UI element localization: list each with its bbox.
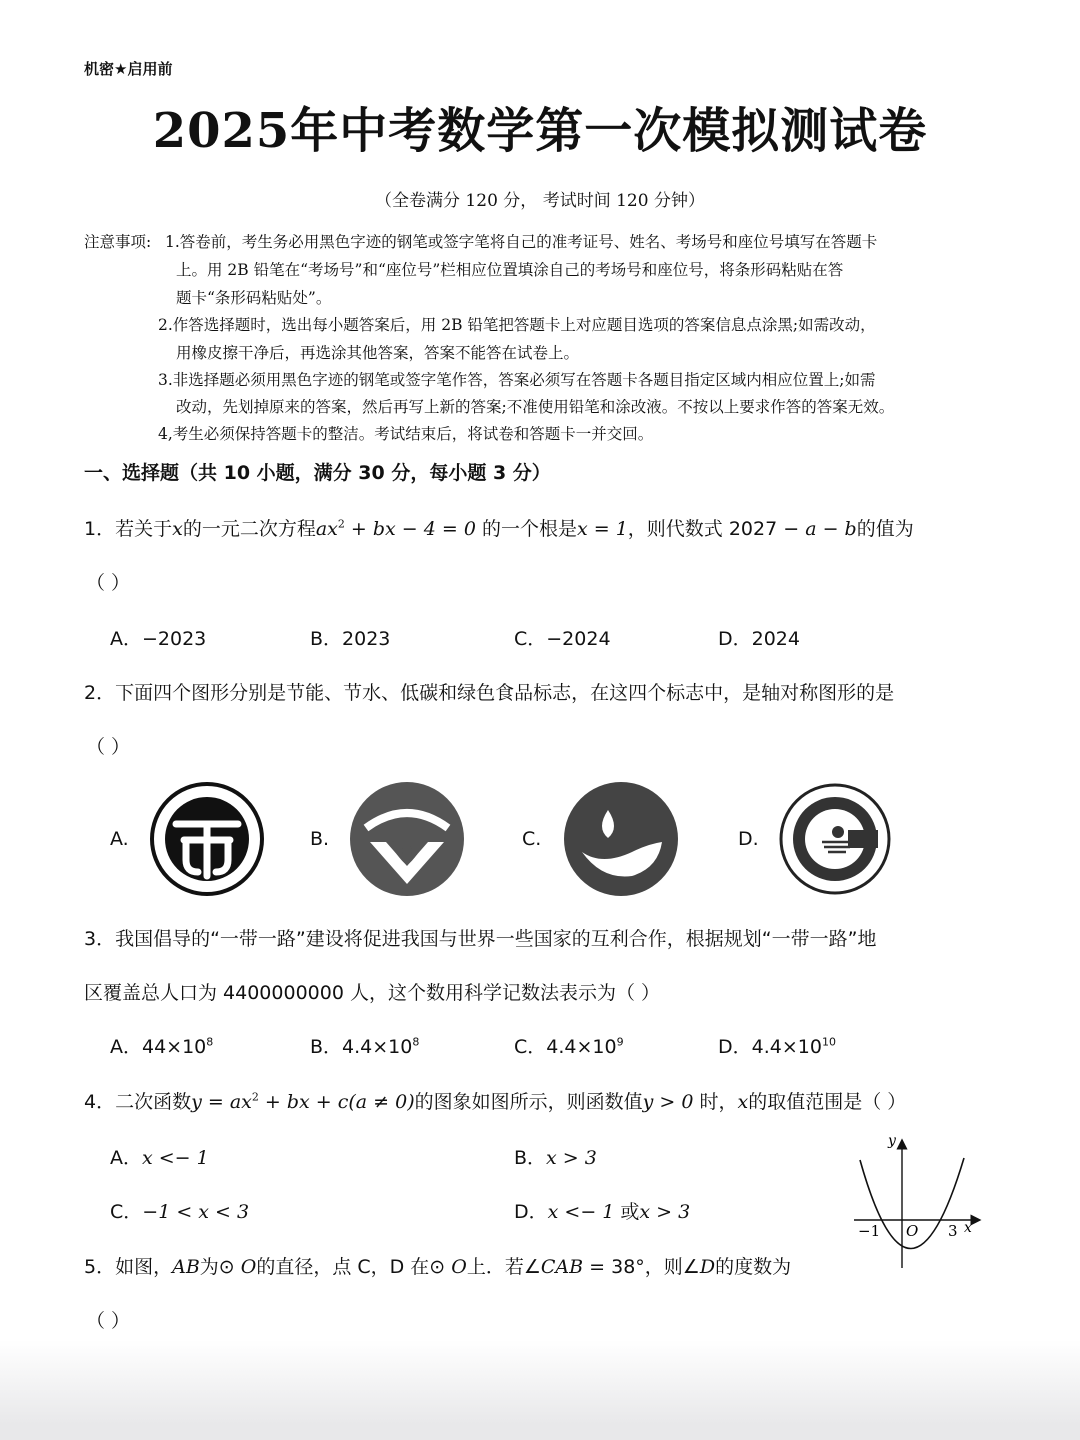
q3-option-d: D．$4.4\times 10^{10}$: [718, 1035, 836, 1058]
q4-option-b: B．x > 3: [514, 1147, 597, 1169]
question-4: 4．二次函数$y = ax^2$ + bx + c(a ≠ 0)的图象如图所示，则函数值y > 0 时，x的取值范围是（ ）: [84, 1090, 907, 1113]
q2-label-d: D.: [738, 828, 759, 850]
notes-line: 上。用 2B 铅笔在“考场号”和“座位号”栏相应位置填涂自己的考场号和座位号，将条形码粘贴在答: [176, 261, 844, 279]
water-saving-logo-icon: [348, 780, 466, 898]
question-1: [84, 514, 914, 541]
energy-saving-logo-icon: [148, 780, 266, 898]
notes-line: 4,考生必须保持答题卡的整洁。考试结束后，将试卷和答题卡一并交回。: [158, 425, 654, 443]
notes-line: 2.作答选择题时，选出每小题答案后，用 2B 铅笔把答题卡上对应题目选项的答案信息点涂黑;如需改动，: [158, 316, 876, 334]
q1-var: x: [172, 518, 183, 540]
q4-option-a: A．x <− 1: [110, 1147, 209, 1169]
q4-function: y = ax: [191, 1091, 252, 1113]
q3-option-a: A．$44\times 10^8$: [110, 1035, 214, 1058]
q1-text: 1．若关于: [84, 518, 173, 540]
q2-label-a: A.: [110, 828, 129, 850]
q1-expr: a − b: [805, 518, 857, 540]
tick-3: 3: [948, 1222, 958, 1240]
notes-label: 注意事项:: [84, 233, 152, 251]
green-food-logo-icon: [776, 780, 894, 898]
q2-label-b: B.: [310, 828, 330, 850]
q2-label-c: C.: [522, 828, 542, 850]
tick-neg1: −1: [858, 1222, 881, 1240]
q3-option-b: B．$4.4\times 10^8$: [310, 1035, 420, 1058]
exam-title: 2025年中考数学第一次模拟测试卷: [152, 103, 928, 159]
q1-text: 的一元二次方程: [182, 518, 316, 540]
exam-subtitle: （全卷满分 120 分， 考试时间 120 分钟）: [375, 191, 705, 211]
q1-text: ，则代数式 2027 −: [627, 518, 806, 540]
q2-answer-blank: （ ）: [86, 736, 131, 758]
q5-answer-blank: （ ）: [86, 1310, 131, 1332]
notes-line: 1.答卷前，考生务必用黑色字迹的钢笔或签字笔将自己的准考证号、姓名、考场号和座位号填写在答题卡: [165, 233, 878, 251]
q1-text: 的一个根是: [475, 518, 577, 540]
q4-option-d: D．x <− 1 或x > 3: [514, 1201, 691, 1223]
q4-function: + bx + c(a ≠ 0): [258, 1091, 415, 1113]
classification-label: 机密★启用前: [84, 60, 173, 78]
bottom-fade: [0, 1340, 1080, 1440]
q4-option-c: C．−1 < x < 3: [110, 1201, 250, 1223]
q1-option-d: D．2024: [718, 628, 800, 650]
section-heading: 一、选择题（共 10 小题，满分 30 分，每小题 3 分）: [84, 462, 551, 484]
notes-line: 用橡皮擦干净后，再选涂其他答案，答案不能答在试卷上。: [176, 344, 580, 362]
q4-condition: y > 0: [642, 1091, 694, 1113]
q1-option-b: B．2023: [310, 628, 391, 650]
q3-option-c: C．$4.4\times 10^9$: [514, 1035, 624, 1058]
q1-equation: + bx − 4 = 0: [344, 518, 476, 540]
q1-root: x = 1: [576, 518, 628, 540]
q1-equation: ax: [315, 518, 338, 540]
q1-text: 的值为: [856, 518, 914, 540]
notes-line: 题卡“条形码粘贴处”。: [176, 289, 332, 307]
q1-option-a: A．−2023: [110, 628, 207, 650]
y-label: y: [888, 1133, 896, 1149]
q1-exponent: 2: [337, 517, 345, 531]
question-3-line-1: 3．我国倡导的“一带一路”建设将促进我国与世界一些国家的互利合作，根据规划“一带一路”地: [84, 928, 877, 950]
low-carbon-logo-icon: [562, 780, 680, 898]
question-2: 2．下面四个图形分别是节能、节水、低碳和绿色食品标志，在这四个标志中，是轴对称图形的是: [84, 682, 895, 704]
notes-line: 3.非选择题必须用黑色字迹的钢笔或签字笔作答，答案必须写在答题卡各题目指定区域内相应位置上;如需: [158, 371, 876, 389]
q1-option-c: C．−2024: [514, 628, 611, 650]
question-5: 5．如图，AB为⊙ O的直径，点 C，D 在⊙ O上．若∠CAB = 38°，则∠D的度数为: [84, 1256, 792, 1278]
question-3-line-2: 区覆盖总人口为 4400000000 人，这个数用科学记数法表示为（ ）: [84, 982, 661, 1004]
notes-line: 改动，先划掉原来的答案，然后再写上新的答案;不准使用铅笔和涂改液。不按以上要求作答的答案无效。: [176, 398, 895, 416]
x-label: x: [964, 1220, 972, 1236]
q1-answer-blank: （ ）: [86, 572, 131, 594]
origin-label: O: [906, 1222, 919, 1240]
parabola-graph: [852, 1130, 982, 1270]
